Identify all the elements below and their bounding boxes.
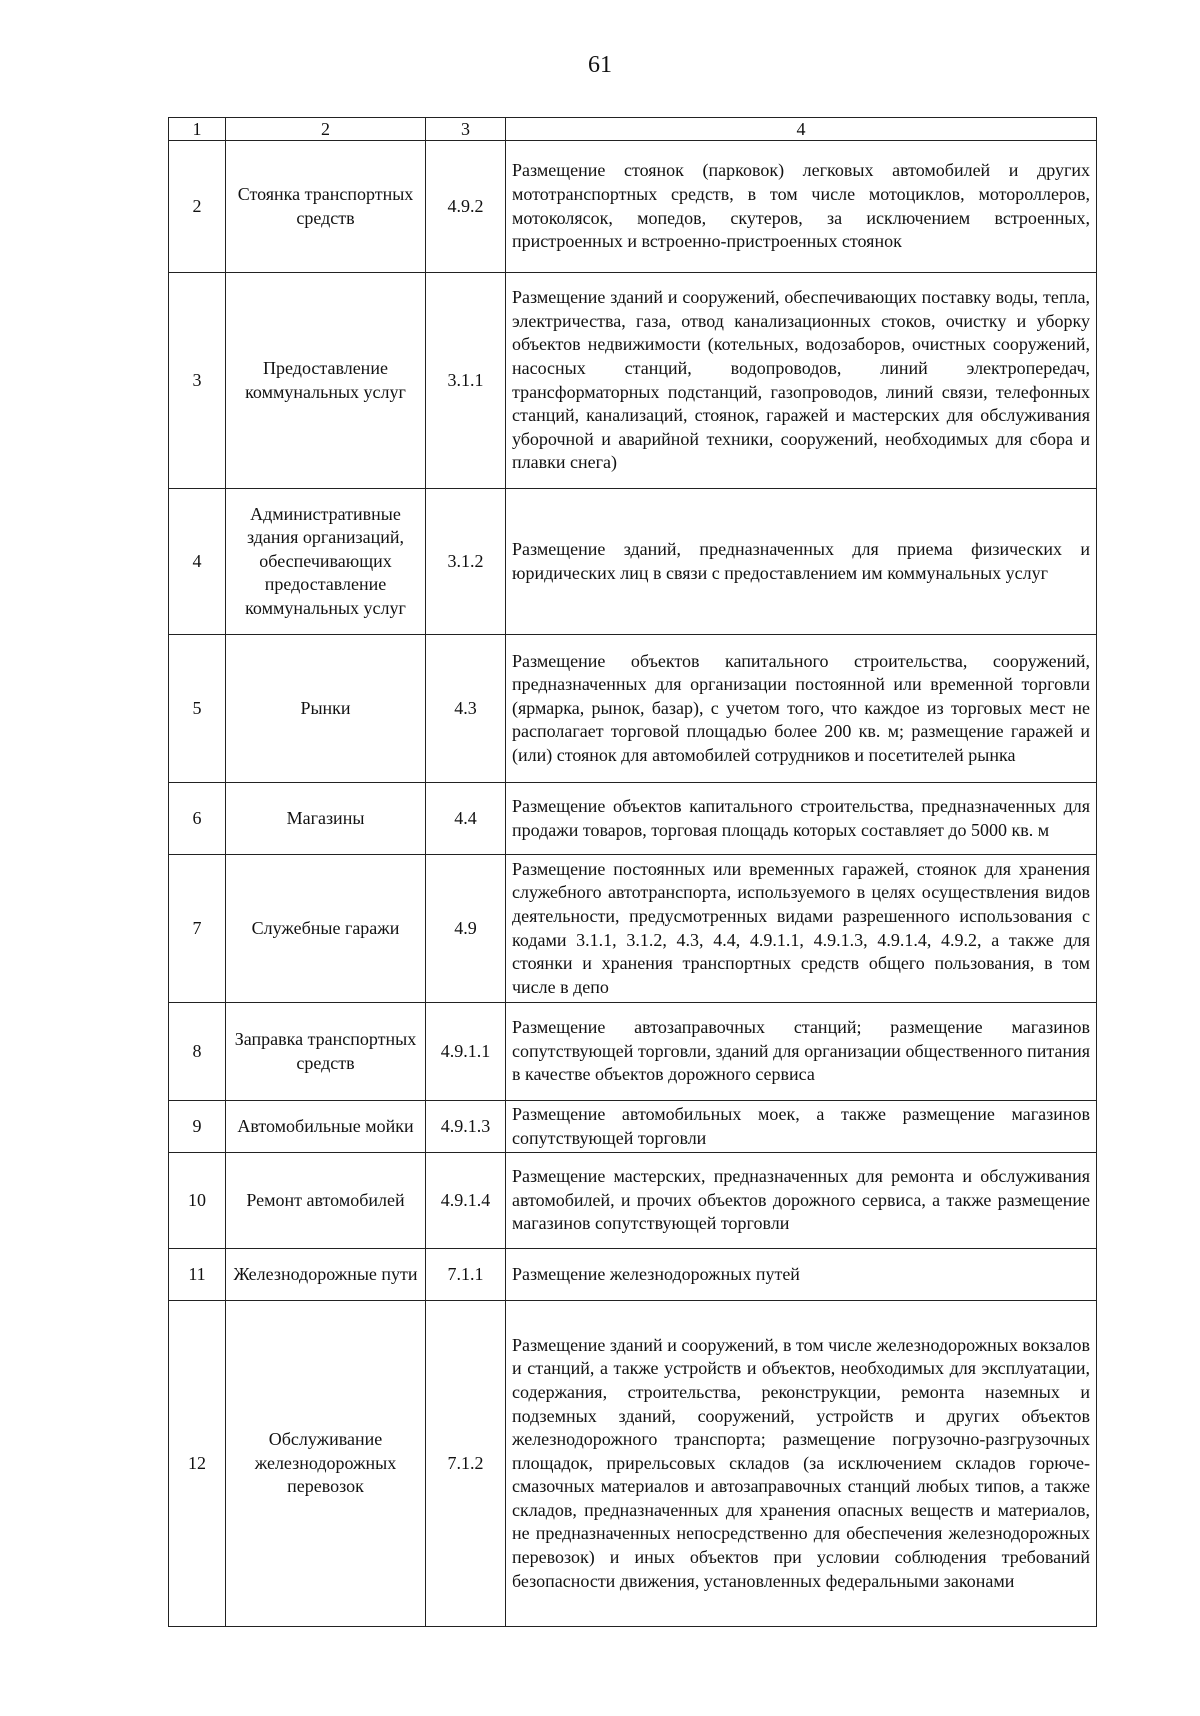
use-name: Ремонт автомобилей [226, 1153, 426, 1249]
use-description: Размещение объектов капитального строительства, сооружений, предназначенных для организации постоянной или временной торговли (ярмарка, рынок, базар), с учетом того, что каждое из торговых мест не располагает торговой площадью более 200 кв. м; размещение гаражей и (или) стоянок для автомобилей сотрудников и посетителей рынка [506, 635, 1097, 783]
use-code: 7.1.2 [426, 1301, 506, 1627]
table-row [169, 1301, 1097, 1627]
use-description: Размещение объектов капитального строительства, предназначенных для продажи товаров, торговая площадь которых составляет до 5000 кв. м [506, 783, 1097, 855]
use-code: 3.1.1 [426, 273, 506, 489]
use-description: Размещение автомобильных моек, а также размещение магазинов сопутствующей торговли [506, 1101, 1097, 1153]
row-number: 2 [169, 141, 226, 273]
row-number: 9 [169, 1101, 226, 1153]
use-description: Размещение зданий и сооружений, обеспечивающих поставку воды, тепла, электричества, газа, отвод канализационных стоков, очистку и уборку объектов недвижимости (котельных, водозаборов, очистных сооружений, насосных станций, водопроводов, линий электропередач, трансформаторных подстанций, газопроводов, линий связи, телефонных станций, канализаций, стоянок, гаражей и мастерских для обслуживания уборочной и аварийной техники, сооружений, необходимых для сбора и плавки снега) [506, 273, 1097, 489]
use-code: 4.9.2 [426, 141, 506, 273]
land-use-table [168, 117, 1097, 1627]
page-number: 61 [588, 52, 612, 78]
table-row [169, 273, 1097, 489]
use-name: Служебные гаражи [226, 855, 426, 1003]
table-row [169, 1153, 1097, 1249]
use-description: Размещение мастерских, предназначенных для ремонта и обслуживания автомобилей, и прочих объектов дорожного сервиса, а также размещение магазинов сопутствующей торговли [506, 1153, 1097, 1249]
table-row [169, 635, 1097, 783]
row-number: 12 [169, 1301, 226, 1627]
use-description: Размещение зданий, предназначенных для приема физических и юридических лиц в связи с предоставлением им коммунальных услуг [506, 489, 1097, 635]
use-code: 3.1.2 [426, 489, 506, 635]
row-number: 3 [169, 273, 226, 489]
use-name: Магазины [226, 783, 426, 855]
column-header-1: 1 [169, 118, 226, 141]
table-row [169, 489, 1097, 635]
use-description: Размещение зданий и сооружений, в том числе железнодорожных вокзалов и станций, а также устройств и объектов, необходимых для эксплуатации, содержания, строительства, реконструкции, ремонта наземных и подземных зданий, сооружений, устройств и других объектов железнодорожного транспорта; размещение погрузочно-разгрузочных площадок, прирельсовых складов (за исключением складов горюче-смазочных материалов и автозаправочных станций любых типов, а также складов, предназначенных для хранения опасных веществ и материалов, не предназначенных непосредственно для обеспечения железнодорожных перевозок) и иных объектов при условии соблюдения требований безопасности движения, установленных федеральными законами [506, 1301, 1097, 1627]
table-row [169, 141, 1097, 273]
use-name: Административные здания организаций, обеспечивающих предоставление коммунальных услуг [226, 489, 426, 635]
row-number: 10 [169, 1153, 226, 1249]
table-row [169, 855, 1097, 1003]
row-number: 4 [169, 489, 226, 635]
use-code: 4.4 [426, 783, 506, 855]
column-header-2: 2 [226, 118, 426, 141]
column-header-4: 4 [506, 118, 1097, 141]
use-name: Предоставление коммунальных услуг [226, 273, 426, 489]
table-header-row [169, 118, 1097, 141]
column-header-3: 3 [426, 118, 506, 141]
use-description: Размещение постоянных или временных гаражей, стоянок для хранения служебного автотранспорта, используемого в целях осуществления видов деятельности, предусмотренных видами разрешенного использования с кодами 3.1.1, 3.1.2, 4.3, 4.4, 4.9.1.1, 4.9.1.3, 4.9.1.4, 4.9.2, а также для стоянки и хранения транспортных средств общего пользования, в том числе в депо [506, 855, 1097, 1003]
use-name: Автомобильные мойки [226, 1101, 426, 1153]
use-code: 4.9.1.1 [426, 1003, 506, 1101]
use-name: Стоянка транспортных средств [226, 141, 426, 273]
row-number: 5 [169, 635, 226, 783]
use-description: Размещение стоянок (парковок) легковых автомобилей и других мототранспортных средств, в том числе мотоциклов, мотороллеров, мотоколясок, мопедов, скутеров, за исключением встроенных, пристроенных и встроенно-пристроенных стоянок [506, 141, 1097, 273]
use-name: Рынки [226, 635, 426, 783]
table-row [169, 1003, 1097, 1101]
use-code: 7.1.1 [426, 1249, 506, 1301]
row-number: 8 [169, 1003, 226, 1101]
table-row [169, 1101, 1097, 1153]
use-description: Размещение железнодорожных путей [506, 1249, 1097, 1301]
use-name: Обслуживание железнодорожных перевозок [226, 1301, 426, 1627]
row-number: 7 [169, 855, 226, 1003]
use-code: 4.9.1.4 [426, 1153, 506, 1249]
use-code: 4.9 [426, 855, 506, 1003]
use-code: 4.3 [426, 635, 506, 783]
row-number: 6 [169, 783, 226, 855]
row-number: 11 [169, 1249, 226, 1301]
table-row [169, 1249, 1097, 1301]
use-name: Железнодорожные пути [226, 1249, 426, 1301]
use-name: Заправка транспортных средств [226, 1003, 426, 1101]
use-code: 4.9.1.3 [426, 1101, 506, 1153]
table-row [169, 783, 1097, 855]
use-description: Размещение автозаправочных станций; размещение магазинов сопутствующей торговли, зданий для организации общественного питания в качестве объектов дорожного сервиса [506, 1003, 1097, 1101]
